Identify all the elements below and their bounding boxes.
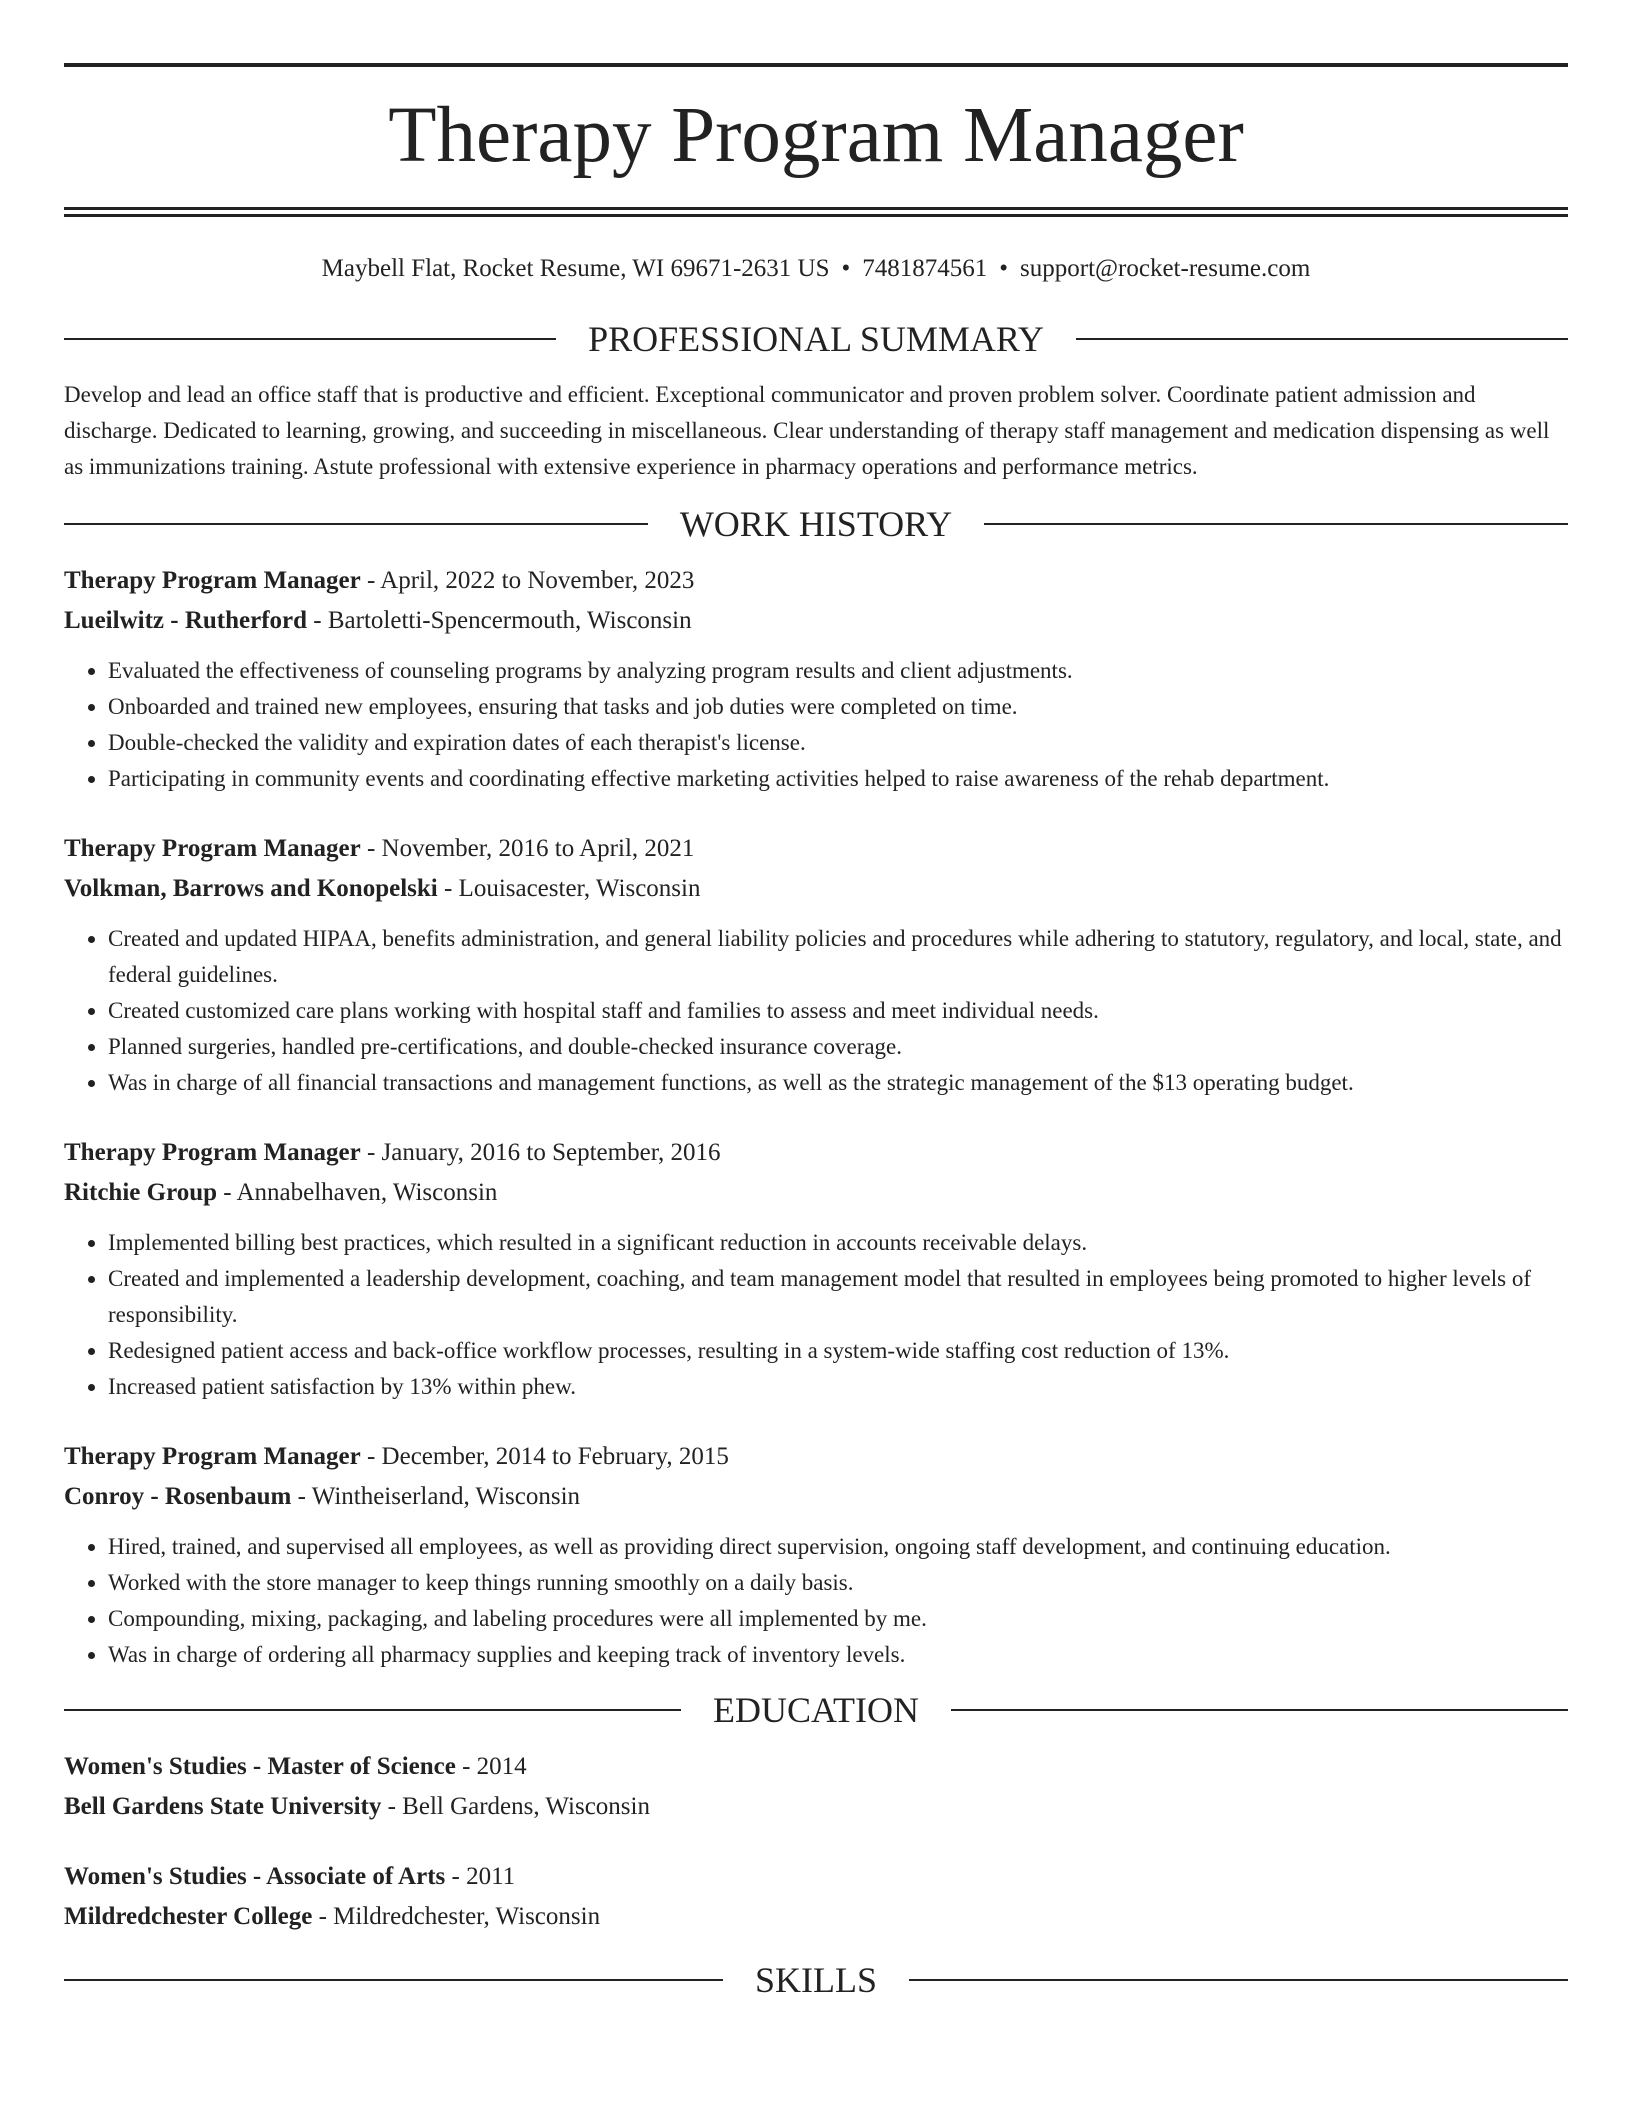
job-bullet: • Created customized care plans working with hospital staff and families to assess and meet individual needs. (108, 993, 1568, 1029)
job-title-line (64, 1133, 1568, 1173)
contact-line (64, 254, 1568, 284)
job-bullets (64, 653, 1568, 797)
heading-rule (64, 523, 648, 525)
job-title: Therapy Program Manager (64, 1443, 361, 1470)
top-rule (64, 63, 1568, 67)
job-company: Lueilwitz - Rutherford (64, 607, 308, 634)
education-location: - Bell Gardens, Wisconsin (381, 1793, 650, 1820)
section-heading-work (64, 504, 1568, 544)
resume-page (64, 0, 1568, 2000)
education-year: - 2011 (445, 1863, 516, 1890)
job-bullet: • Hired, trained, and supervised all employees, as well as providing direct supervision, ongoing staff development, and continuing education. (108, 1529, 1568, 1565)
education-entry (64, 1747, 1568, 1827)
job-company-line (64, 601, 1568, 641)
education-location: - Mildredchester, Wisconsin (312, 1903, 601, 1930)
heading-rule (984, 523, 1568, 525)
heading-rule (1076, 338, 1568, 340)
job-title-line (64, 561, 1568, 601)
job-company: Ritchie Group (64, 1179, 218, 1206)
job-bullets (64, 1225, 1568, 1405)
job-title: Therapy Program Manager (64, 567, 361, 594)
job-bullet: • Worked with the store manager to keep things running smoothly on a daily basis. (108, 1565, 1568, 1601)
heading-rule (64, 1709, 681, 1711)
job-bullet: • Evaluated the effectiveness of counseling programs by analyzing program results and client adjustments. (108, 653, 1568, 689)
section-heading-summary (64, 319, 1568, 359)
job-title-line (64, 1437, 1568, 1477)
job-company: Volkman, Barrows and Konopelski (64, 875, 438, 902)
double-rule (64, 207, 1568, 217)
education-degree: Women's Studies - Associate of Arts (64, 1863, 446, 1890)
job-dates: - January, 2016 to September, 2016 (360, 1139, 721, 1166)
job-dates: - April, 2022 to November, 2023 (360, 567, 695, 594)
job-entry (64, 561, 1568, 797)
section-heading-education (64, 1690, 1568, 1730)
education-entry (64, 1857, 1568, 1937)
education-school-line (64, 1787, 1568, 1827)
job-location: - Annabelhaven, Wisconsin (217, 1179, 498, 1206)
contact-phone: 7481874561 (862, 255, 988, 282)
education-year: - 2014 (455, 1753, 527, 1780)
job-location: - Wintheiserland, Wisconsin (291, 1483, 581, 1510)
education-degree: Women's Studies - Master of Science (64, 1753, 456, 1780)
heading-rule (909, 1979, 1568, 1981)
job-title-line (64, 829, 1568, 869)
job-bullet: • Planned surgeries, handled pre-certifications, and double-checked insurance coverage. (108, 1029, 1568, 1065)
job-title: Therapy Program Manager (64, 835, 361, 862)
job-location: - Louisacester, Wisconsin (437, 875, 701, 902)
education-degree-line (64, 1747, 1568, 1787)
job-bullet: • Was in charge of ordering all pharmacy supplies and keeping track of inventory levels. (108, 1637, 1568, 1673)
education-school-line (64, 1897, 1568, 1937)
contact-email: support@rocket-resume.com (1020, 255, 1311, 282)
job-company: Conroy - Rosenbaum (64, 1483, 292, 1510)
section-title: SKILLS (755, 1960, 878, 2000)
job-company-line (64, 869, 1568, 909)
job-bullet: • Compounding, mixing, packaging, and labeling procedures were all implemented by me. (108, 1601, 1568, 1637)
job-bullet: • Increased patient satisfaction by 13% within phew. (108, 1369, 1568, 1405)
job-bullet: • Implemented billing best practices, which resulted in a significant reduction in accounts receivable delays. (108, 1225, 1568, 1261)
education-school: Mildredchester College (64, 1903, 313, 1930)
job-bullet: • Was in charge of all financial transactions and management functions, as well as the strategic management of the $13 operating budget. (108, 1065, 1568, 1101)
job-entry (64, 829, 1568, 1101)
contact-separator: • (999, 255, 1009, 282)
resume-name: Therapy Program Manager (388, 92, 1244, 179)
job-entry (64, 1437, 1568, 1673)
contact-separator: • (841, 255, 851, 282)
job-bullet: • Onboarded and trained new employees, ensuring that tasks and job duties were completed on time. (108, 689, 1568, 725)
job-bullet: • Redesigned patient access and back-office workflow processes, resulting in a system-wide staffing cost reduction of 13%. (108, 1333, 1568, 1369)
education-school: Bell Gardens State University (64, 1793, 382, 1820)
job-bullets (64, 1529, 1568, 1673)
job-bullet: • Created and implemented a leadership development, coaching, and team management model that resulted in employees being promoted to higher levels of responsibility. (108, 1261, 1568, 1333)
job-company-line (64, 1173, 1568, 1213)
job-bullet: • Created and updated HIPAA, benefits administration, and general liability policies and procedures while adhering to statutory, regulatory, and local, state, and federal guidelines. (108, 921, 1568, 993)
section-heading-skills (64, 1960, 1568, 2000)
job-location: - Bartoletti-Spencermouth, Wisconsin (307, 607, 692, 634)
job-bullets (64, 921, 1568, 1101)
summary-text: Develop and lead an office staff that is productive and efficient. Exceptional communicator and proven problem solver. Coordinate patient admission and discharge. Dedicated to learning, growing, and succeeding in miscellaneous. Clear understanding of therapy staff management and medication dispensing as well as immunizations training. Astute professional with extensive experience in pharmacy operations and performance metrics. (64, 382, 1550, 479)
job-entry (64, 1133, 1568, 1405)
section-title: EDUCATION (713, 1690, 919, 1730)
job-dates: - December, 2014 to February, 2015 (360, 1443, 729, 1470)
section-title: PROFESSIONAL SUMMARY (588, 319, 1044, 359)
heading-rule (951, 1709, 1568, 1711)
education-degree-line (64, 1857, 1568, 1897)
job-dates: - November, 2016 to April, 2021 (360, 835, 695, 862)
job-bullet: • Double-checked the validity and expiration dates of each therapist's license. (108, 725, 1568, 761)
job-title: Therapy Program Manager (64, 1139, 361, 1166)
heading-rule (64, 338, 556, 340)
heading-rule (64, 1979, 723, 1981)
job-company-line (64, 1477, 1568, 1517)
job-bullet: • Participating in community events and coordinating effective marketing activities helped to raise awareness of the rehab department. (108, 761, 1568, 797)
section-title: WORK HISTORY (679, 504, 953, 544)
contact-address: Maybell Flat, Rocket Resume, WI 69671-2631 US (321, 255, 830, 282)
